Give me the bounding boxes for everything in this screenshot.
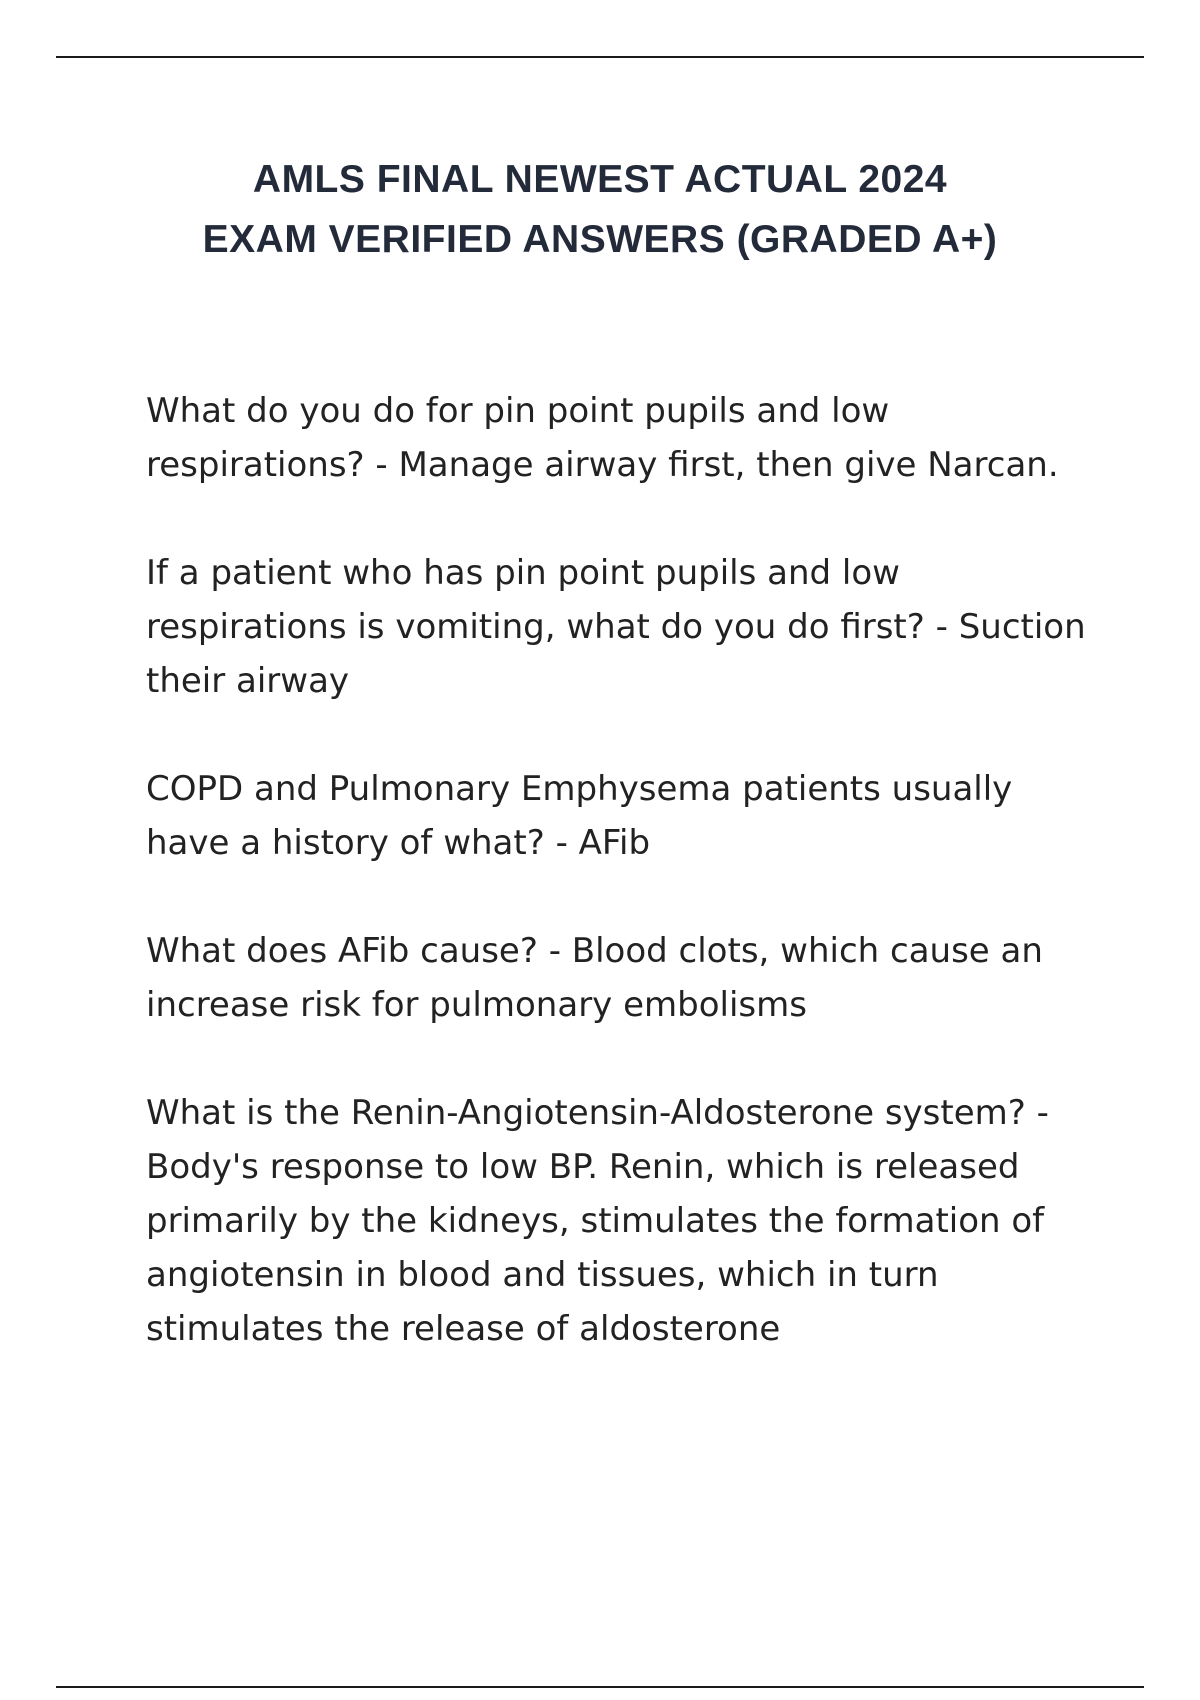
qa-item: If a patient who has pin point pupils and low respirations is vomiting, what do you do first? - Suction their airway [146, 553, 1086, 701]
qa-item: COPD and Pulmonary Emphysema patients usually have a history of what? - AFib [146, 769, 1013, 863]
title-line-1: AMLS FINAL NEWEST ACTUAL 2024 [252, 158, 948, 201]
qa-item: What do you do for pin point pupils and low respirations? - Manage airway first, then give Narcan. [146, 391, 1059, 485]
document-title [120, 150, 1080, 270]
qa-item: What does AFib cause? - Blood clots, which cause an increase risk for pulmonary embolisms [146, 931, 1043, 1025]
bottom-rule [56, 1686, 1144, 1688]
qa-list [146, 384, 1096, 1410]
title-line-2: EXAM VERIFIED ANSWERS (GRADED A+) [202, 218, 998, 261]
qa-item: What is the Renin-Angiotensin-Aldosterone system? - Body's response to low BP. Renin, which is released primarily by the kidneys, stimulates the formation of angiotensin in blood and tissues, which in turn stimulates the release of aldosterone [146, 1093, 1049, 1349]
top-rule [56, 56, 1144, 58]
